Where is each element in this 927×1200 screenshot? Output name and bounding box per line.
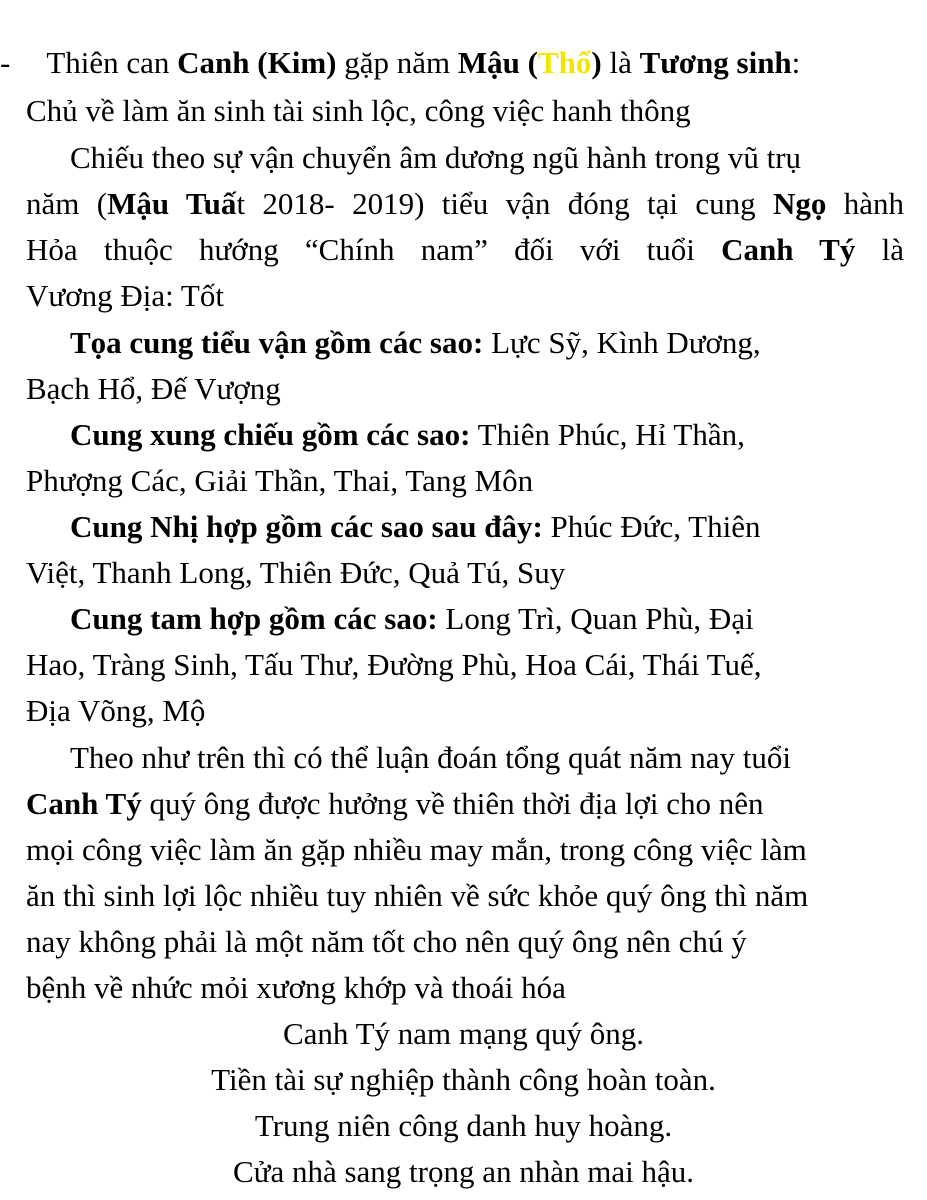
- para2-line3: Hỏa thuộc hướng “Chính nam” đối với tuổi Canh Tý là: [26, 232, 904, 267]
- para6-line2: Hao, Tràng Sinh, Tấu Thư, Đường Phù, Hoa Cái, Thái Tuế,: [26, 647, 762, 682]
- poem-line: Cửa nhà sang trọng an nhàn mai hậu.: [232, 1154, 695, 1189]
- para2-line2: năm (Mậu Tuất 2018- 2019) tiểu vận đóng tại cung Ngọ hành: [26, 186, 905, 221]
- poem-line: Tiền tài sự nghiệp thành công hoàn toàn.: [211, 1062, 716, 1097]
- para4-line1: Cung xung chiếu gồm các sao: Thiên Phúc, Hỉ Thần,: [70, 417, 745, 452]
- para4-label: Cung xung chiếu gồm các sao:: [70, 417, 471, 452]
- para5-line1: Cung Nhị hợp gồm các sao sau đây: Phúc Đức, Thiên: [70, 509, 761, 544]
- poem-line: Canh Tý nam mạng quý ông.: [282, 1016, 645, 1051]
- para2-line4: Vương Địa: Tốt: [26, 278, 224, 313]
- para3-label: Tọa cung tiểu vận gồm các sao:: [70, 325, 484, 360]
- para1-line1: - Thiên can Canh (Kim) gặp năm Mậu (Thổ) là Tương sinh:: [0, 45, 801, 80]
- para1-line2: Chủ về làm ăn sinh tài sinh lộc, công việc hanh thông: [26, 93, 691, 128]
- para7-line4: ăn thì sinh lợi lộc nhiều tuy nhiên về sức khỏe quý ông thì năm: [26, 878, 809, 913]
- para7-line3: mọi công việc làm ăn gặp nhiều may mắn, trong công việc làm: [26, 832, 807, 867]
- para7-line2: Canh Tý quý ông được hưởng về thiên thời địa lợi cho nên: [26, 786, 764, 821]
- para7-line6: bệnh về nhức mỏi xương khớp và thoái hóa: [26, 970, 566, 1005]
- para3-line2: Bạch Hổ, Đế Vượng: [26, 371, 281, 406]
- para2-line1: Chiếu theo sự vận chuyển âm dương ngũ hành trong vũ trụ: [70, 140, 802, 175]
- para4-line2: Phượng Các, Giải Thần, Thai, Tang Môn: [26, 463, 534, 498]
- para5-label: Cung Nhị hợp gồm các sao sau đây:: [70, 509, 543, 544]
- para7-line1: Theo như trên thì có thể luận đoán tổng quát năm nay tuổi: [70, 740, 792, 775]
- para7-line5: nay không phải là một năm tốt cho nên quý ông nên chú ý: [26, 924, 747, 959]
- para6-line1: Cung tam hợp gồm các sao: Long Trì, Quan Phù, Đại: [70, 601, 754, 636]
- para6-label: Cung tam hợp gồm các sao:: [70, 601, 438, 636]
- list-dash: -: [0, 45, 11, 80]
- highlighted-word: Thổ: [537, 45, 592, 80]
- para3-line1: Tọa cung tiểu vận gồm các sao: Lực Sỹ, Kình Dương,: [70, 325, 761, 360]
- poem-line: Trung niên công danh huy hoàng.: [254, 1108, 673, 1143]
- para5-line2: Việt, Thanh Long, Thiên Đức, Quả Tú, Suy: [26, 555, 566, 590]
- para6-line3: Địa Võng, Mộ: [26, 693, 206, 728]
